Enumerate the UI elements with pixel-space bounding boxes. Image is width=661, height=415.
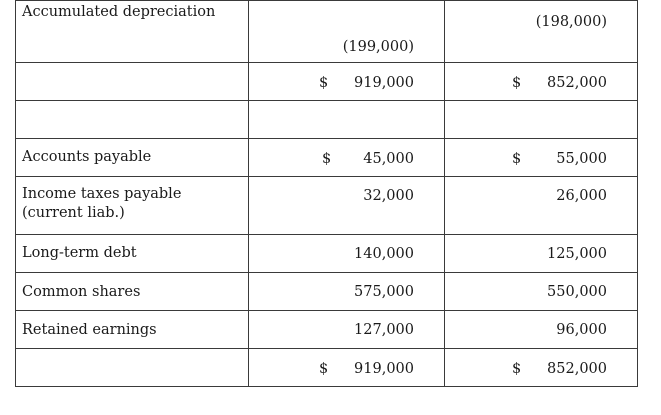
amount-cell-year1 — [249, 349, 445, 387]
amount-cell-year2 — [445, 349, 638, 387]
table-row-total-assets — [16, 63, 638, 101]
amount-cell-year2 — [445, 177, 638, 235]
table-row-accounts-payable — [16, 139, 638, 177]
amount-value: 852,000 — [547, 75, 607, 91]
row-label: Income taxes payable (current liab.) — [16, 177, 249, 235]
currency-symbol: $ — [512, 151, 522, 167]
amount-cell-year2 — [445, 139, 638, 177]
row-label: Common shares — [16, 273, 249, 311]
amount-value: (199,000) — [342, 39, 414, 55]
currency-symbol: $ — [512, 361, 522, 377]
amount-cell-year2 — [445, 1, 638, 63]
amount-cell-year1 — [249, 139, 445, 177]
table-row-total-liabilities-equity — [16, 349, 638, 387]
amount-value: 852,000 — [547, 361, 607, 377]
amount-value: 26,000 — [556, 188, 607, 204]
amount-cell-year1 — [249, 1, 445, 63]
row-label — [16, 63, 249, 101]
amount-value: 127,000 — [354, 322, 414, 338]
currency-symbol: $ — [319, 75, 329, 91]
amount-value: 32,000 — [363, 188, 414, 204]
amount-value: 919,000 — [354, 75, 414, 91]
amount-cell-year2 — [445, 235, 638, 273]
amount-value: 140,000 — [354, 246, 414, 262]
amount-value: 55,000 — [556, 151, 607, 167]
amount-cell-year1 — [249, 63, 445, 101]
row-label: Long-term debt — [16, 235, 249, 273]
amount-value: 919,000 — [354, 361, 414, 377]
amount-cell-year1 — [249, 311, 445, 349]
empty-cell — [249, 101, 445, 139]
currency-symbol: $ — [512, 75, 522, 91]
amount-cell-year2 — [445, 311, 638, 349]
table-row-retained-earnings — [16, 311, 638, 349]
empty-cell — [445, 101, 638, 139]
amount-value: (198,000) — [535, 14, 607, 30]
amount-cell-year1 — [249, 177, 445, 235]
currency-symbol: $ — [322, 151, 332, 167]
amount-value: 45,000 — [363, 151, 414, 167]
amount-value: 96,000 — [556, 322, 607, 338]
row-label: Accounts payable — [16, 139, 249, 177]
table-row-spacer — [16, 101, 638, 139]
amount-value: 575,000 — [354, 284, 414, 300]
empty-cell — [16, 101, 249, 139]
row-label: Retained earnings — [16, 311, 249, 349]
balance-sheet-table — [15, 0, 638, 387]
amount-cell-year2 — [445, 273, 638, 311]
table-row-accumulated-depreciation — [16, 1, 638, 63]
table-row-long-term-debt — [16, 235, 638, 273]
amount-cell-year1 — [249, 273, 445, 311]
amount-cell-year2 — [445, 63, 638, 101]
row-label: Accumulated depreciation — [16, 1, 249, 63]
amount-value: 125,000 — [547, 246, 607, 262]
amount-value: 550,000 — [547, 284, 607, 300]
amount-cell-year1 — [249, 235, 445, 273]
currency-symbol: $ — [319, 361, 329, 377]
table-row-common-shares — [16, 273, 638, 311]
row-label — [16, 349, 249, 387]
table-row-income-taxes-payable — [16, 177, 638, 235]
